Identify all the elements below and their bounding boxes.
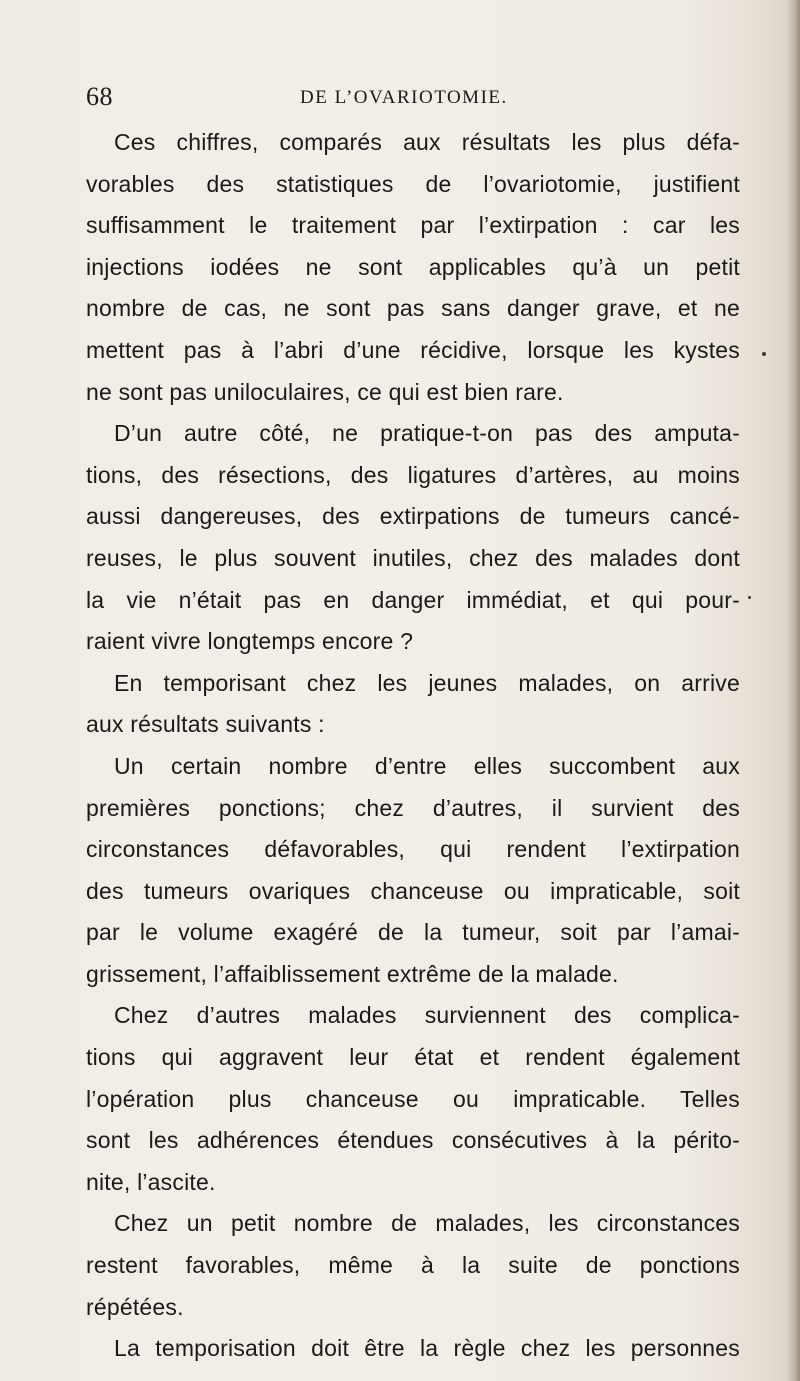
- text-line: tions, des résections, des ligatures d’artères, au moins: [86, 461, 740, 488]
- text-line: circonstances défavorables, qui rendent l’extirpation: [86, 836, 740, 863]
- text-line: aussi dangereuses, des extirpations de tumeurs cancé-: [86, 503, 740, 530]
- body-text: [86, 122, 740, 1370]
- text-line: D’un autre côté, ne pratique-t-on pas des amputa-: [114, 420, 740, 447]
- text-line: Un certain nombre d’entre elles succombent aux: [114, 752, 740, 779]
- text-line: suffisamment le traitement par l’extirpation : car les: [86, 212, 740, 239]
- text-line: Chez un petit nombre de malades, les circonstances: [114, 1210, 740, 1237]
- page-header: [86, 82, 726, 112]
- text-line: répétées.: [86, 1293, 184, 1320]
- text-line: nite, l’ascite.: [86, 1168, 216, 1195]
- text-line: Chez d’autres malades surviennent des complica-: [114, 1002, 740, 1029]
- text-line: injections iodées ne sont applicables qu’à un petit: [86, 253, 740, 280]
- paper-speck: [748, 596, 751, 599]
- text-line: restent favorables, même à la suite de ponctions: [86, 1252, 740, 1279]
- text-line: La temporisation doit être la règle chez les personnes: [114, 1335, 740, 1362]
- paper-speck: [762, 352, 766, 356]
- running-head: DE L’OVARIOTOMIE.: [300, 87, 508, 108]
- text-line: l’opération plus chanceuse ou impraticable. Telles: [86, 1085, 740, 1112]
- text-line: raient vivre longtemps encore ?: [86, 628, 414, 655]
- page-edge-shadow: [786, 0, 800, 1381]
- text-line: sont les adhérences étendues consécutives à la périto-: [86, 1127, 740, 1154]
- text-line: premières ponctions; chez d’autres, il survient des: [86, 794, 740, 821]
- text-line: En temporisant chez les jeunes malades, on arrive: [114, 669, 740, 696]
- text-line: mettent pas à l’abri d’une récidive, lorsque les kystes: [86, 336, 740, 363]
- text-line: par le volume exagéré de la tumeur, soit par l’amai-: [86, 919, 740, 946]
- text-line: nombre de cas, ne sont pas sans danger grave, et ne: [86, 295, 740, 322]
- text-line: aux résultats suivants :: [86, 711, 325, 738]
- text-line: tions qui aggravent leur état et rendent également: [86, 1044, 740, 1071]
- text-line: reuses, le plus souvent inutiles, chez des malades dont: [86, 544, 740, 571]
- page-number: 68: [86, 82, 113, 111]
- text-line: la vie n’était pas en danger immédiat, et qui pour-: [86, 586, 740, 613]
- text-line: Ces chiffres, comparés aux résultats les plus défa-: [114, 129, 740, 155]
- text-line: des tumeurs ovariques chanceuse ou impraticable, soit: [86, 877, 740, 904]
- text-line: vorables des statistiques de l’ovariotomie, justifient: [86, 170, 740, 197]
- text-line: ne sont pas uniloculaires, ce qui est bien rare.: [86, 378, 564, 405]
- text-line: grissement, l’affaiblissement extrême de la malade.: [86, 960, 619, 987]
